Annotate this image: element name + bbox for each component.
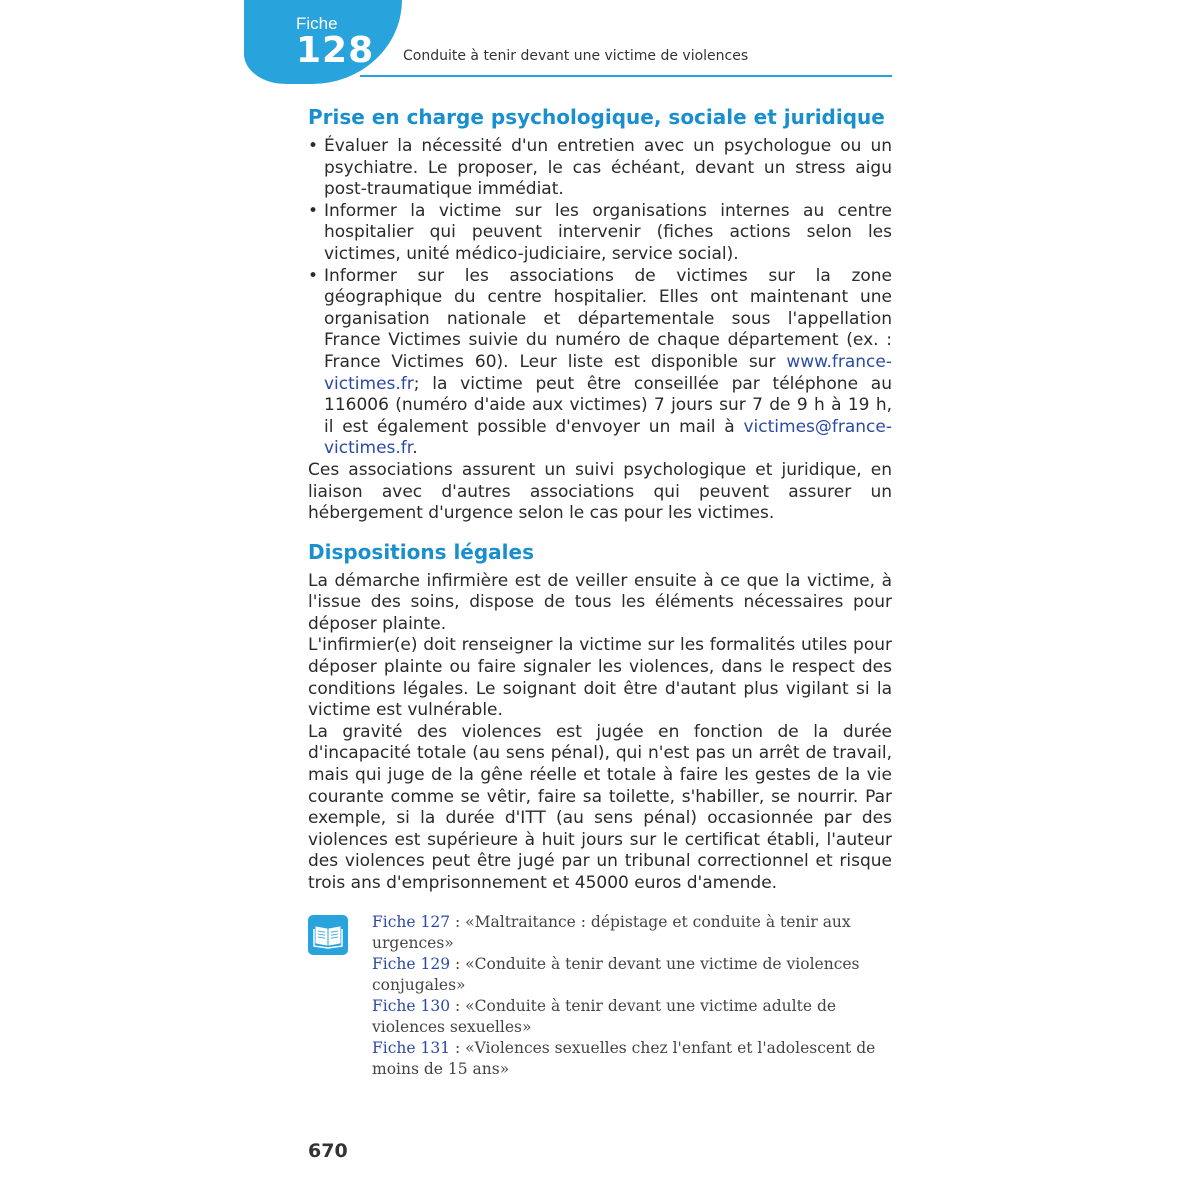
main-content <box>308 104 892 895</box>
reference-item <box>372 996 892 1038</box>
reference-title: : «Maltraitance : dépistage et conduite à tenir aux urgences» <box>372 913 851 952</box>
page-number: 670 <box>308 1140 348 1162</box>
reference-title: : «Conduite à tenir devant une victime de violences conjugales» <box>372 955 860 994</box>
paragraph: Ces associations assurent un suivi psychologique et juridique, en liaison avec d'autres associations qui peuvent assurer un hébergement d'urgence selon le cas pour les victimes. <box>308 459 892 524</box>
cross-references <box>308 912 892 1080</box>
reference-link[interactable]: Fiche 127 <box>372 913 451 931</box>
website-link[interactable]: www.france-victimes.fr <box>324 351 892 394</box>
reference-item <box>372 1038 892 1080</box>
reference-title: : «Conduite à tenir devant une victime adulte de violences sexuelles» <box>372 997 837 1036</box>
reference-item <box>372 912 892 954</box>
book-icon-graphic <box>308 915 348 955</box>
paragraph: L'infirmier(e) doit renseigner la victime sur les formalités utiles pour déposer plainte ou faire signaler les violences, dans le respect des conditions légales. Le soignant doit être d'autant plus vigilant si la victime est vulnérable. <box>308 635 892 721</box>
bullet-list <box>308 136 892 460</box>
section-heading-legal: Dispositions légales <box>308 539 534 564</box>
paragraph: La démarche infirmière est de veiller ensuite à ce que la victime, à l'issue des soins, dispose de tous les éléments nécessaires pour déposer plainte. <box>308 570 892 634</box>
paragraph: La gravité des violences est jugée en fonction de la durée d'incapacité totale (au sens pénal), qui n'est pas un arrêt de travail, mais qui juge de la gêne réelle et totale à faire les gestes de la vie courante comme se vêtir, faire sa toilette, s'habiller, se nourrir. Par exemple, si la durée d'ITT (au sens pénal) occasionnée par des violences est supérieure à huit jours sur le certificat établi, l'auteur des violences peut être jugé par un tribunal correctionnel et risque trois ans d'emprisonnement et 45000 euros d'amende. <box>308 721 892 893</box>
reference-item <box>372 954 892 996</box>
bullet-text: . <box>412 438 418 459</box>
running-header-title: Conduite à tenir devant une victime de violences <box>403 48 749 64</box>
list-item <box>308 266 892 460</box>
reference-link[interactable]: Fiche 130 <box>372 997 451 1015</box>
email-link[interactable]: victimes@france-victimes.fr <box>324 416 892 459</box>
reference-link[interactable]: Fiche 129 <box>372 955 451 973</box>
fiche-label: Fiche <box>296 14 338 33</box>
book-icon <box>308 915 348 955</box>
section-heading-psycho: Prise en charge psychologique, sociale et juridique <box>308 105 885 129</box>
reference-link[interactable]: Fiche 131 <box>372 1039 451 1057</box>
bullet-text: Informer sur les associations de victimes sur la zone géographique du centre hospitalier. Elles ont maintenant une organisation nationale et départementale sous l'appellation France Victimes suivie du numéro de chaque département (ex. : France Victimes 60). Leur liste est disponible sur <box>324 265 892 372</box>
header-divider <box>360 75 892 77</box>
list-item: • Informer la victime sur les organisations internes au centre hospitalier qui peuvent intervenir (fiches actions selon les victimes, unité médico-judiciaire, service social). <box>308 201 892 266</box>
list-item: • Évaluer la nécessité d'un entretien avec un psychologue ou un psychiatre. Le proposer, le cas échéant, devant un stress aigu post-traumatique immédiat. <box>308 136 892 201</box>
reference-title: : «Violences sexuelles chez l'enfant et l'adolescent de moins de 15 ans» <box>372 1039 876 1078</box>
fiche-number: 128 <box>296 30 375 71</box>
reference-list <box>372 912 892 1080</box>
bullet-text: ; la victime peut être conseillée par téléphone au 116006 (numéro d'aide aux victimes) 7 jours sur 7 de 9 h à 19 h, il est également possible d'envoyer un mail à <box>324 373 892 437</box>
